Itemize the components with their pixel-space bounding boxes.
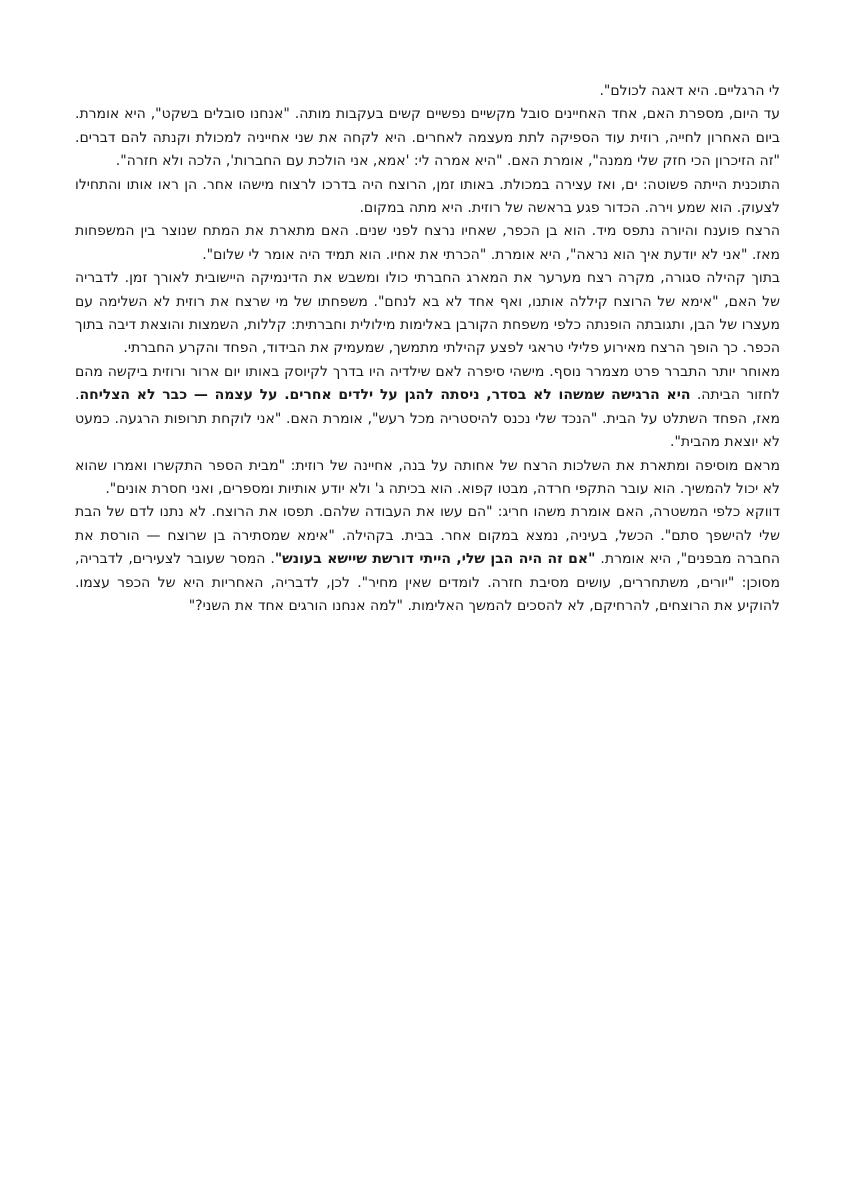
paragraph (75, 361, 780, 455)
bold-quote: היא הרגישה שמשהו לא בסדר, ניסתה להגן על ילדים אחרים. על עצמה — כבר לא הצליחה (79, 387, 691, 404)
article-body (75, 80, 780, 618)
paragraph (75, 174, 780, 221)
paragraph (75, 455, 780, 502)
bold-quote: "אם זה היה הבן שלי, הייתי דורשת שיישא בעונש" (274, 551, 596, 568)
paragraph-text: הרצח פוענח והיורה נתפס מיד. הוא בן הכפר, שאחיו נרצח לפני שנים. האם מתארת את המתח שנוצר בין המשפחות מאז. "אני לא יודעת איך הוא נראה", היא אומרת. "הכרתי את אחיו. הוא תמיד היה אומר לי שלום". (75, 223, 780, 263)
paragraph-text: . מאז, הפחד השתלט על הבית. "הנכד שלי נכנס להיסטריה מכל רעש", אומרת האם. "אני לוקחת תרופות הרגעה. כמעט לא יוצאת מהבית". (75, 387, 780, 451)
paragraph-text: מראם מוסיפה ומתארת את השלכות הרצח של אחותה על בנה, אחיינה של רוזית: "מבית הספר התקשרו ואמרו שהוא לא יכול להמשיך. הוא עובר התקפי חרדה, מבטו קפוא. הוא בכיתה ג' ולא יודע אותיות ומספרים, ואני חסרת אונים". (75, 457, 780, 497)
paragraph-text: עד היום, מספרת האם, אחד האחיינים סובל מקשיים נפשיים קשים בעקבות מותה. "אנחנו סובלים בשקט", היא אומרת. ביום האחרון לחייה, רוזית עוד הספיקה לתת מעצמה לאחרים. היא לקחה את שני אחייניה למכולת וקנתה להם דברים. "זה הזיכרון הכי חזק שלי ממנה", אומרת האם. "היא אמרה לי: 'אמא, אני הולכת עם החברות', הלכה ולא חזרה". (75, 106, 780, 170)
paragraph-text: מאוחר יותר התברר פרט מצמרר נוסף. מישהי סיפרה לאם שילדיה היו בדרך לקיוסק באותו יום ארור ורוזית ביקשה מהם לחזור הביתה. (75, 363, 780, 404)
paragraph-text: . המסר שעובר לצעירים, לדבריה, מסוכן: "יורים, משתחררים, עושים מסיבת חזרה. לומדים שאין מחיר". לכן, לדבריה, האחריות היא של הכפר עצמו. להוקיע את הרוצחים, להרחיקם, לא להסכים להמשך האלימות. "למה אנחנו הורגים אחד את השני?" (75, 551, 780, 614)
paragraph-text: בתוך קהילה סגורה, מקרה רצח מערער את המארג החברתי כולו ומשבש את הדינמיקה היישובית לאורך זמן. לדבריה של האם, "אימא של הרוצח קיללה אותנו, ואף אחד לא בא לנחם". משפחתו של מי שרצח את רוזית לא השלימה עם מעצרו של הבן, ותגובתה הופנתה כלפי משפחת הקורבן באלימות מילולית וחברתית: קללות, השמצות והוצאת דיבה בתוך הכפר. כך הופך הרצח מאירוע פלילי טראגי לפצע קהילתי מתמשך, שמעמיק את הבידוד, הפחד והקרע החברתי. (75, 270, 780, 357)
paragraph (75, 103, 780, 173)
paragraph-text: דווקא כלפי המשטרה, האם אומרת משהו חריג: "הם עשו את העבודה שלהם. תפסו את הרוצח. לא נתנו לדם של הבת שלי להישפך סתם". הכשל, בעיניה, נמצא במקום אחר. בבית. בקהילה. "אימא שמסתירה בן שרוצח — הורסת את החברה מבפנים", היא אומרת. (75, 504, 780, 568)
paragraph (75, 267, 780, 361)
paragraph (75, 501, 780, 618)
paragraph (75, 220, 780, 267)
paragraph-text: לי הרגליים. היא דאגה לכולם". (599, 83, 780, 99)
paragraph (75, 80, 780, 103)
paragraph-text: התוכנית הייתה פשוטה: ים, ואז עצירה במכולת. באותו זמן, הרוצח היה בדרכו לרצוח מישהו אחר. הן ראו אותו והתחילו לצעוק. הוא שמע וירה. הכדור פגע בראשה של רוזית. היא מתה במקום. (75, 176, 780, 217)
